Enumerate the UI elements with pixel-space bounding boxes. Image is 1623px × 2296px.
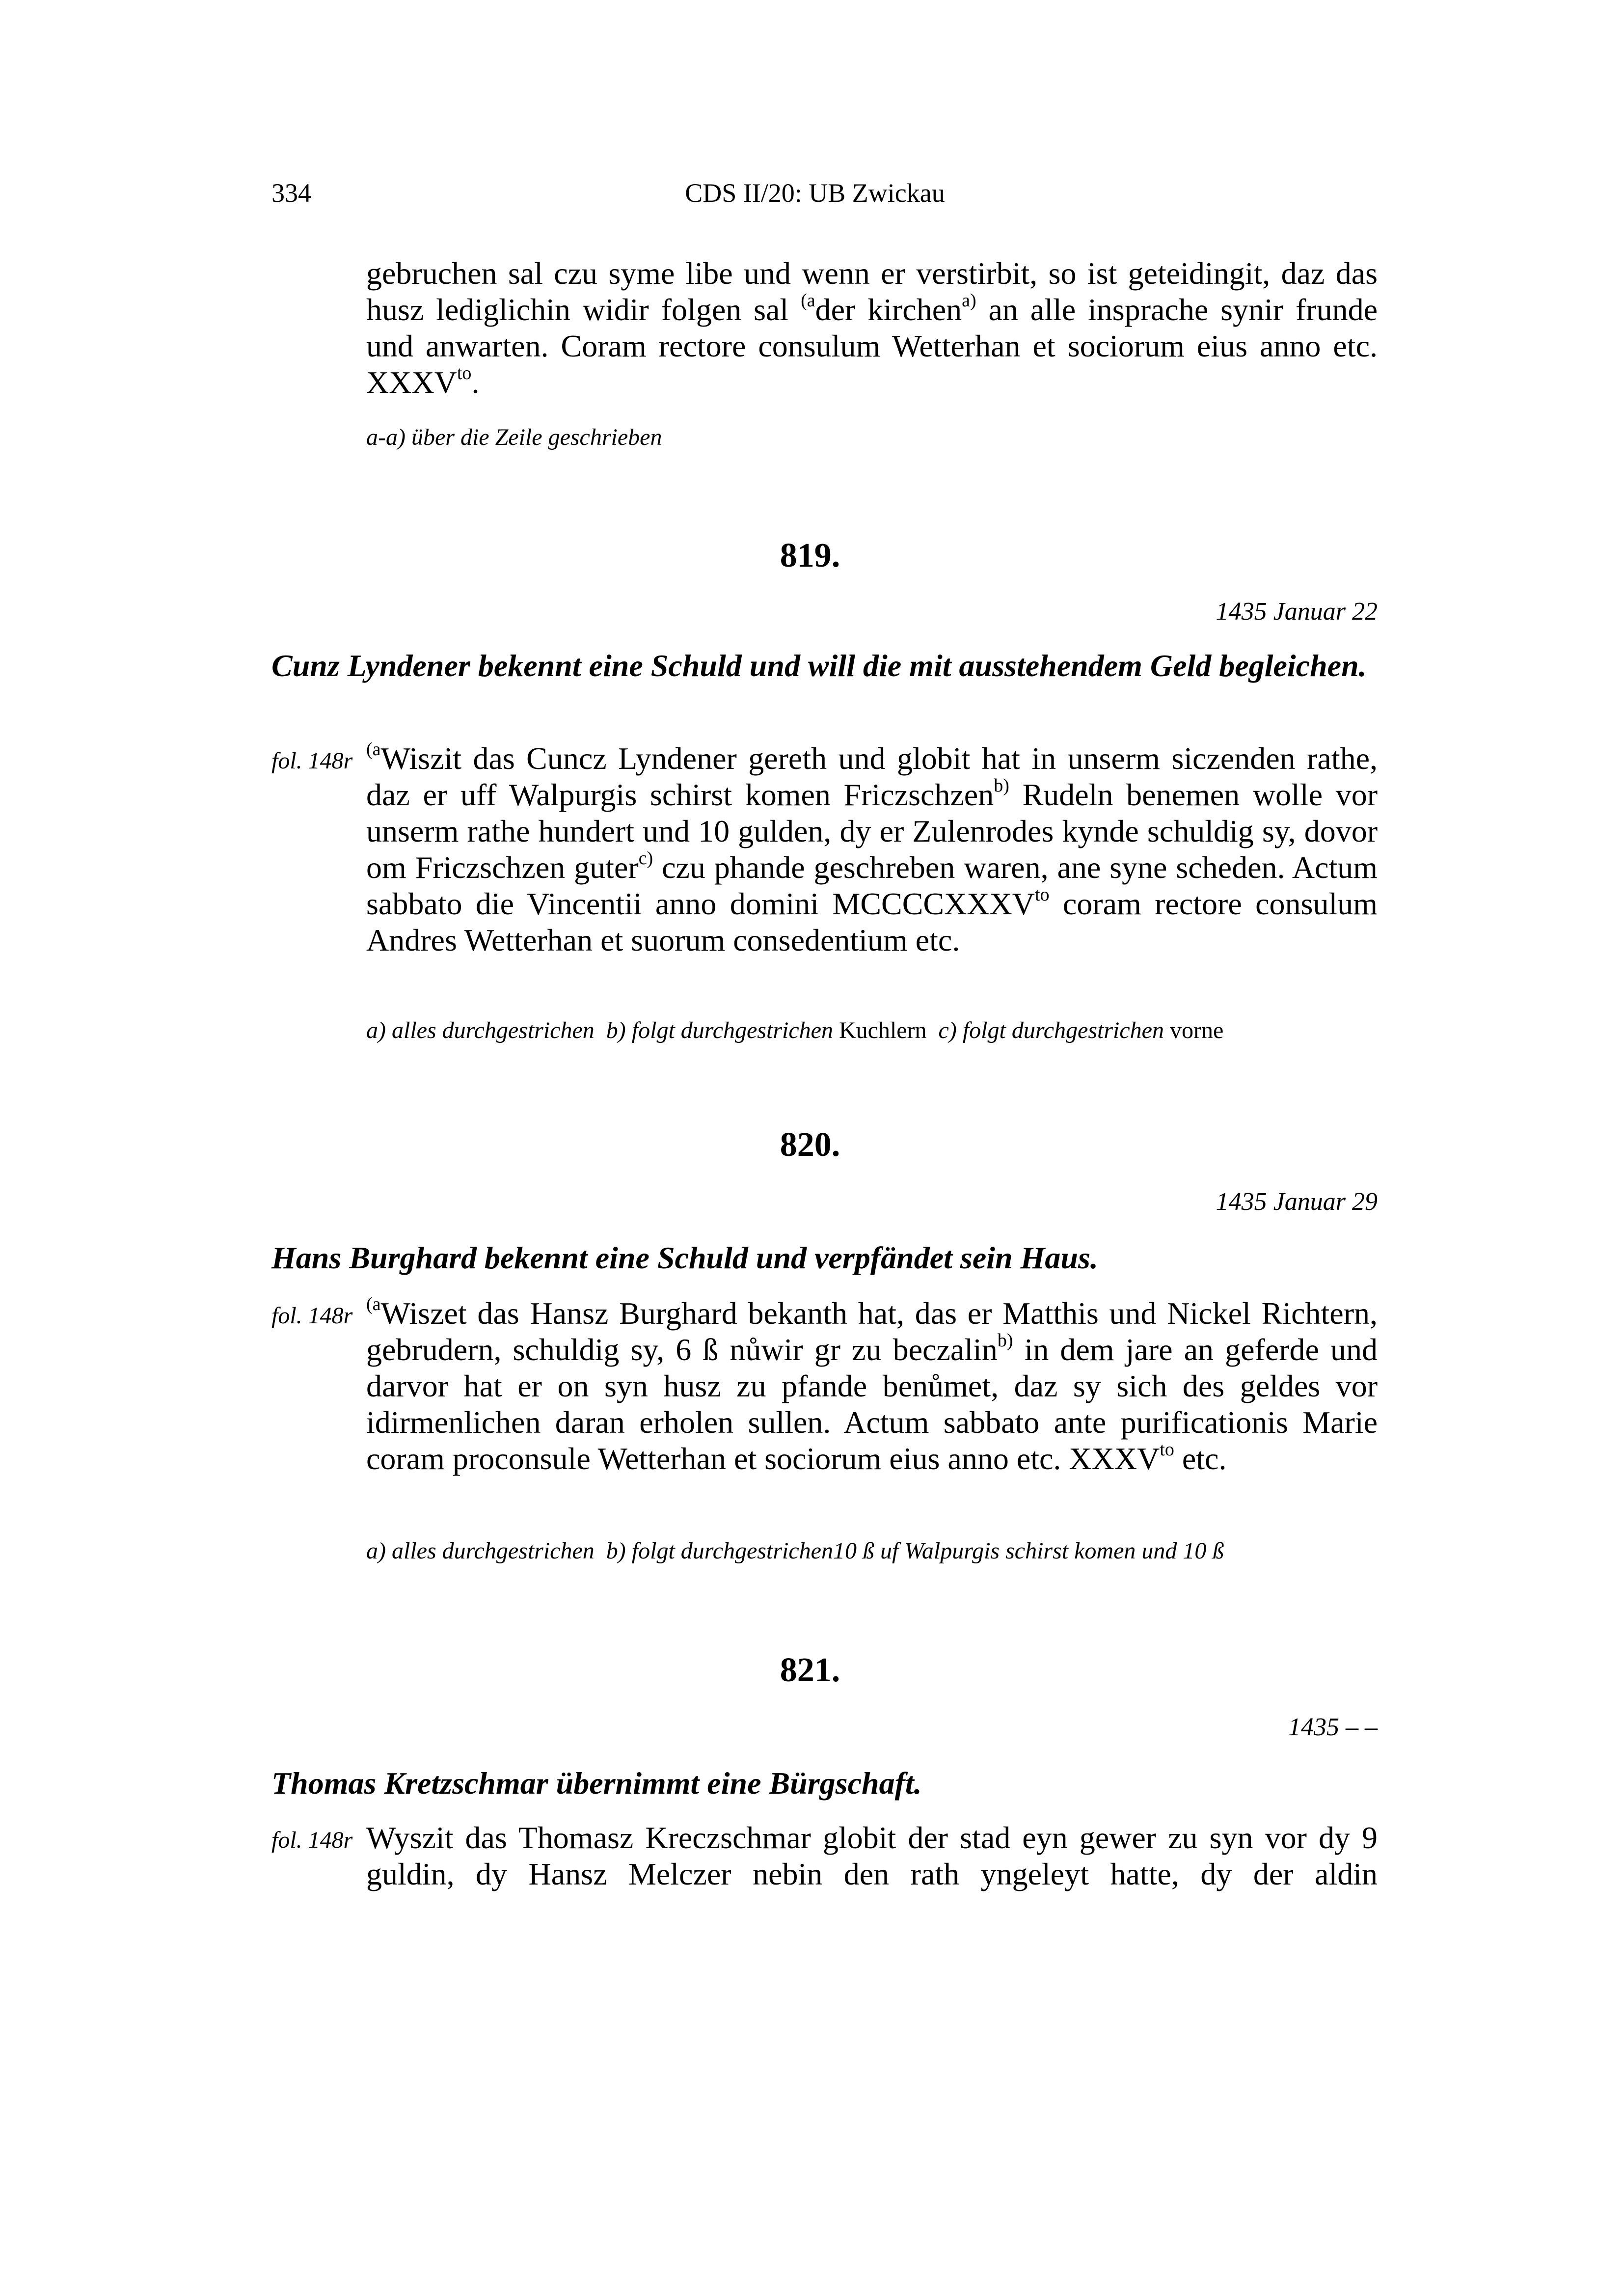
document-text: Wyszit das Thomasz Kreczschmar globit der stad eyn gewer zu syn vor dy 9 guldin, dy Hansz Melczer nebin den rath yngeleyt hatte, dy der aldin [366, 1820, 1378, 1891]
document-date: 1435 Januar 22 [1216, 598, 1378, 626]
footnote: a-a) über die Zeile geschrieben [366, 424, 662, 450]
regest-heading: Cunz Lyndener bekennt eine Schuld und will die mit ausstehendem Geld begleichen. [271, 648, 1367, 683]
document-text: $^{(a}$Wiszet das Hansz Burghard bekanth hat, das er Matthis und Nickel Richtern, gebrudern, schuldig sy, 6 ß nůwir gr zu beczalin$^{b)}$ in dem jare an geferde und darvor hat er on syn husz zu pfande benůmet, daz sy sich des geldes vor idirmenlichen daran erholen sullen. Actum sabbato ante purificationis Marie coram proconsule Wetterhan et sociorum eius anno etc. $XXXV^{to}$ etc. [366, 1294, 1378, 1476]
continuation-paragraph: gebruchen sal czu syme libe und wenn er verstirbit, so ist geteidingit, daz das husz lediglichin widir folgen sal $^{(a}$der kirchen$^{a)}$ an alle insprache synir frunde und anwarten. Coram rectore consulum Wetterhan et sociorum eius anno etc. $XXXV^{to}$. [366, 256, 1378, 400]
document-text: $^{(a}$Wiszit das Cuncz Lyndener gereth und globit hat in unserm siczenden rathe, daz er uff Walpurgis schirst komen Friczschzen$^{b)}$ Rudeln benemen wolle vor unserm rathe hundert und 10 gulden, dy er Zulenrodes kynde schuldig sy, dovor om Friczschzen guter$^{c)}$ czu phande geschreben waren, ane syne scheden. Actum sabbato die Vincentii anno domini $MCCCCXXXV^{to}$ coram rectore consulum Andres Wetterhan et suorum consedentium etc. [366, 739, 1378, 957]
document-number: 819. [780, 537, 840, 574]
footnotes: a) alles durchgestrichen b) folgt durchgestrichen Kuchlern c) folgt durchgestrichen vorne [366, 1017, 1224, 1043]
footnotes: a) alles durchgestrichen b) folgt durchgestrichen10 ß uf Walpurgis schirst komen und 10 ß [366, 1538, 1224, 1564]
document-number: 821. [780, 1651, 840, 1689]
regest-heading: Thomas Kretzschmar übernimmt eine Bürgschaft. [271, 1766, 922, 1801]
document-date: 1435 – – [1288, 1713, 1378, 1741]
folio-reference: fol. 148r [271, 748, 353, 774]
document-number: 820. [780, 1126, 840, 1164]
folio-reference: fol. 148r [271, 1827, 353, 1853]
running-title: CDS II/20: UB Zwickau [685, 178, 945, 208]
document-date: 1435 Januar 29 [1216, 1188, 1378, 1216]
folio-reference: fol. 148r [271, 1303, 353, 1329]
page-number: 334 [271, 178, 311, 208]
regest-heading: Hans Burghard bekennt eine Schuld und verpfändet sein Haus. [271, 1240, 1098, 1275]
